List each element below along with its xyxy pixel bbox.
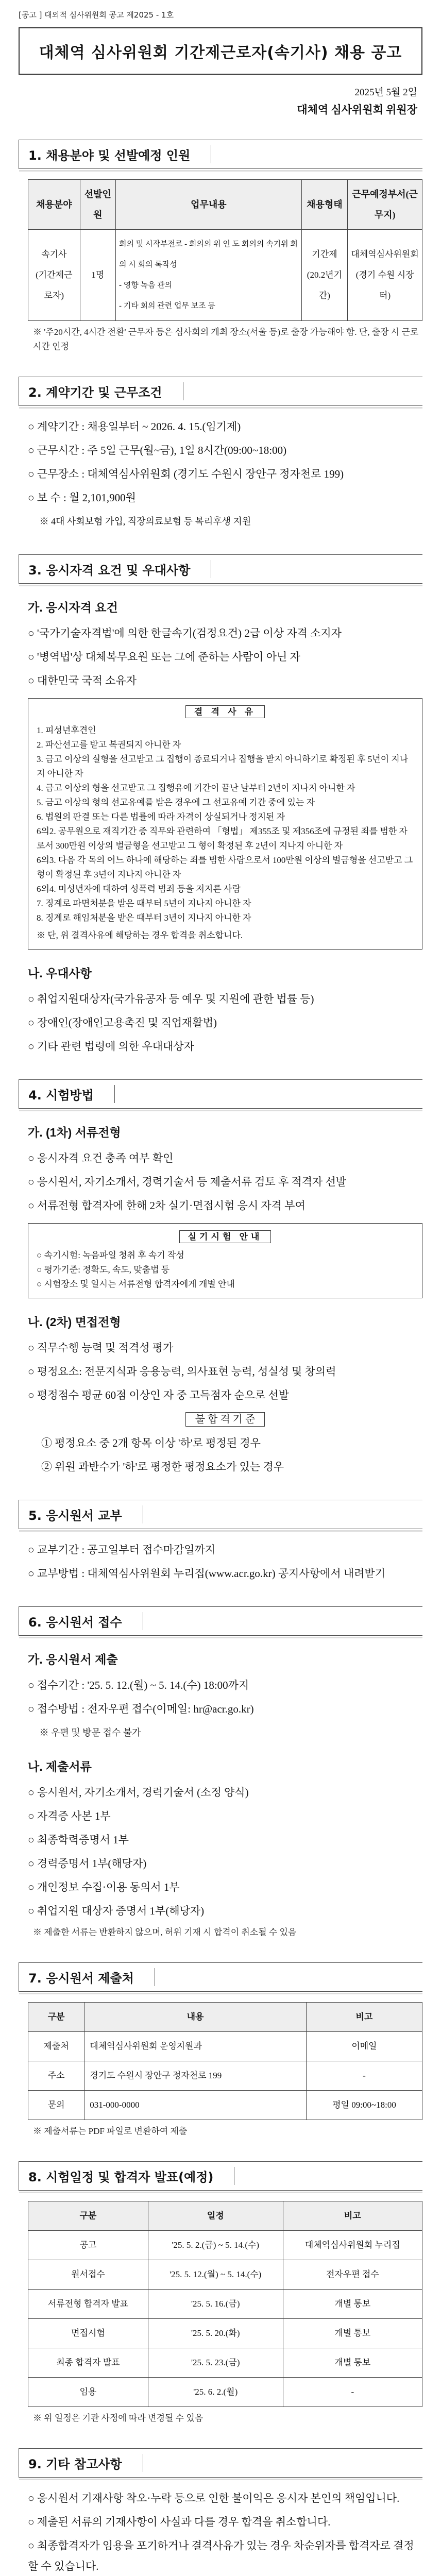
box-title: 결 격 사 유 <box>185 705 265 718</box>
section-6 <box>19 1606 422 1940</box>
list-item: ○ '병역법'상 대체복무요원 또는 그에 준하는 사람이 아닌 자 <box>28 651 300 663</box>
table-row <box>28 2091 422 2120</box>
list-item: ○ 응시원서 기재사항 착오·누락 등으로 인한 불이익은 응시자 본인의 책임입니다. <box>28 2492 400 2504</box>
section-9 <box>19 2448 422 2576</box>
list-item: ※ 4대 사회보험 가입, 직장의료보험 등 복리후생 지원 <box>28 516 251 527</box>
section-note: ※ 위 일정은 기관 사정에 따라 변경될 수 있음 <box>33 2413 203 2423</box>
table-row <box>28 2290 422 2319</box>
list-item: ○ 장애인(장애인고용촉진 및 직업재활법) <box>28 1016 217 1029</box>
table-cell: 대체역심사위원회 누리집 <box>283 2231 422 2260</box>
table-row <box>28 2032 422 2061</box>
list-item: ○ 취업지원대상자(국가유공자 등 예우 및 지원에 관한 법률 등) <box>28 993 314 1005</box>
table-row <box>28 2231 422 2260</box>
list-item: 7. 징계로 파면처분을 받은 때부터 5년이 지나지 아니한 자 <box>37 899 251 908</box>
list-item: ○ 기타 관련 법령에 의한 우대대상자 <box>28 1040 194 1053</box>
subsection-title: 나. 제출서류 <box>28 1760 92 1773</box>
list-item: ○ 교부기간 : 공고일부터 접수마감일까지 <box>28 1544 216 1556</box>
section-heading: 1. 채용분야 및 선발예정 인원 <box>19 140 422 169</box>
list-item: ○ 응시자격 요건 충족 여부 확인 <box>28 1152 174 1164</box>
table-row <box>28 2260 422 2290</box>
section-2 <box>19 377 422 532</box>
disqualification-box <box>28 698 422 950</box>
list-item: ※ 우편 및 방문 접수 불가 <box>28 1727 141 1738</box>
section-note: ※ '주20시간, 4시간 전환' 근무자 등은 심사회의 개최 장소(서울 등)로 출장 가능해야 함. 단, 출장 시 근로시간 인정 <box>33 327 419 351</box>
table-cell: 원서접수 <box>28 2260 148 2290</box>
list-item: 2. 파산선고를 받고 복권되지 아니한 자 <box>37 740 181 750</box>
table-cell: 031-000-0000 <box>84 2091 307 2120</box>
table-cell: 속기사 (기간제근로자) <box>28 230 80 321</box>
table-cell: 대체역심사위원회 운영지원과 <box>84 2032 307 2061</box>
table-row <box>28 2061 422 2091</box>
table-header: 근무예정부서(근무지) <box>348 180 422 230</box>
section-heading: 9. 기타 참고사항 <box>19 2448 422 2478</box>
list-item: ○ 최종학력증명서 1부 <box>28 1834 129 1846</box>
list-item: ○ 서류전형 합격자에 한해 2차 실기·면접시험 응시 자격 부여 <box>28 1199 306 1212</box>
table-cell: 면접시험 <box>28 2319 148 2348</box>
table-row <box>28 2319 422 2348</box>
table-header: 선발인원 <box>80 180 115 230</box>
section-1 <box>19 140 422 354</box>
list-item: ○ 접수방법 : 전자우편 접수(이메일: hr@acr.go.kr) <box>28 1703 254 1715</box>
subsection-title: 나. (2차) 면접전형 <box>28 1315 121 1329</box>
table-cell: 문의 <box>28 2091 84 2120</box>
list-item: ○ 근무장소 : 대체역심사위원회 (경기도 수원시 장안구 정자천로 199) <box>28 468 344 480</box>
section-heading: 5. 응시원서 교부 <box>19 1500 422 1529</box>
table-cell: 1명 <box>80 230 115 321</box>
list-item: ○ 제출된 서류의 기재사항이 사실과 다를 경우 합격을 취소합니다. <box>28 2516 331 2528</box>
table-cell: 제출처 <box>28 2032 84 2061</box>
list-item: ○ 직무수행 능력 및 적격성 평가 <box>28 1342 174 1354</box>
list-item: ○ 계약기간 : 채용일부터 ~ 2026. 4. 15.(임기제) <box>28 420 241 433</box>
table-cell: 최종 합격자 발표 <box>28 2348 148 2378</box>
table-header: 내용 <box>84 2003 307 2032</box>
submission-table <box>28 2002 422 2120</box>
list-item: 6의3. 다음 각 목의 어느 하나에 해당하는 죄를 범한 사람으로서 100만원 이상의 벌금형을 선고받고 그 형이 확정된 후 3년이 지나지 아니한 자 <box>37 855 413 879</box>
table-cell: '25. 5. 12.(월) ~ 5. 14.(수) <box>148 2260 283 2290</box>
table-cell: 개별 통보 <box>283 2319 422 2348</box>
practical-exam-box <box>28 1223 422 1298</box>
table-header: 구분 <box>28 2003 84 2032</box>
table-cell: '25. 5. 16.(금) <box>148 2290 283 2319</box>
list-item: ○ '국가기술자격법'에 의한 한글속기(검정요건) 2급 이상 자격 소지자 <box>28 627 342 639</box>
list-item: 6의4. 미성년자에 대하여 성폭력 범죄 등을 저지른 사람 <box>37 884 241 894</box>
list-item: ○ 취업지원 대상자 증명서 1부(해당자) <box>28 1905 205 1917</box>
table-header: 구분 <box>28 2201 148 2231</box>
table-cell: 대체역심사위원회 (경기 수원 시장터) <box>348 230 422 321</box>
table-header: 채용분야 <box>28 180 80 230</box>
subsection-title: 가. 응시원서 제출 <box>28 1653 118 1666</box>
table-cell: '25. 5. 2.(금) ~ 5. 14.(수) <box>148 2231 283 2260</box>
table-cell: 서류전형 합격자 발표 <box>28 2290 148 2319</box>
table-header: 비고 <box>306 2003 422 2032</box>
subsection-title: 가. (1차) 서류전형 <box>28 1126 121 1139</box>
table-cell: 주소 <box>28 2061 84 2091</box>
list-item: 6. 법원의 판결 또는 다른 법률에 따라 자격이 상실되거나 정지된 자 <box>37 812 285 822</box>
list-item: ○ 시험장소 및 일시는 서류전형 합격자에게 개별 안내 <box>37 1279 235 1289</box>
table-cell: 개별 통보 <box>283 2290 422 2319</box>
table-cell: 경기도 수원시 장안구 정자천로 199 <box>84 2061 307 2091</box>
list-item: ○ 접수기간 : '25. 5. 12.(월) ~ 5. 14.(수) 18:00까지 <box>28 1679 249 1691</box>
table-header: 일정 <box>148 2201 283 2231</box>
list-item: ○ 응시원서, 자기소개서, 경력기술서 (소정 양식) <box>28 1786 249 1799</box>
table-cell: '25. 5. 23.(금) <box>148 2348 283 2378</box>
table-header: 채용형태 <box>301 180 347 230</box>
list-item: ○ 보 수 : 월 2,101,900원 <box>28 492 136 504</box>
table-header: 비고 <box>283 2201 422 2231</box>
list-item: ② 위원 과반수가 '하'로 평정한 평정요소가 있는 경우 <box>41 1461 284 1473</box>
table-cell: '25. 6. 2.(월) <box>148 2378 283 2407</box>
list-item: ○ 교부방법 : 대체역심사위원회 누리집(www.acr.go.kr) 공지사항에서 내려받기 <box>28 1567 386 1580</box>
table-cell: 임용 <box>28 2378 148 2407</box>
section-note: ※ 제출서류는 PDF 파일로 변환하여 제출 <box>33 2126 188 2136</box>
table-cell: 평일 09:00~18:00 <box>306 2091 422 2120</box>
table-cell: 전자우편 접수 <box>283 2260 422 2290</box>
list-item: 8. 징계로 해임처분을 받은 때부터 3년이 지나지 아니한 자 <box>37 913 251 923</box>
table-row <box>28 2378 422 2407</box>
table-cell: 이메일 <box>306 2032 422 2061</box>
section-7 <box>19 1962 422 2139</box>
list-item: 3. 금고 이상의 실형을 선고받고 그 집행이 종료되거나 집행을 받지 아니하기로 확정된 후 5년이 지나지 아니한 자 <box>37 754 409 778</box>
section-heading: 4. 시험방법 <box>19 1079 422 1109</box>
notice-org: 대체역 심사위원회 위원장 <box>297 104 417 116</box>
section-4 <box>19 1079 422 1477</box>
list-item: ① 평정요소 중 2개 항목 이상 '하'로 평정된 경우 <box>41 1437 261 1449</box>
notice-number: [공고 ] 대외적 심사위원회 공고 제2025 - 1호 <box>19 10 174 20</box>
subsection-title: 나. 우대사항 <box>28 967 92 980</box>
section-heading: 6. 응시원서 접수 <box>19 1606 422 1636</box>
list-item: ○ 최종합격자가 임용을 포기하거나 결격사유가 있는 경우 차순위자를 합격자로 결정할 수 있습니다. <box>28 2539 414 2572</box>
list-item: 1. 피성년후견인 <box>37 725 96 735</box>
table-cell: - <box>283 2378 422 2407</box>
list-item: 6의2. 공무원으로 재직기간 중 직무와 관련하여 「형법」 제355조 및 제356조에 규정된 죄를 범한 자로서 300만원 이상의 벌금형을 선고받고 그 형이 확정된 후 2년이 지나지 아니한 자 <box>37 826 408 851</box>
list-item: ○ 대한민국 국적 소유자 <box>28 674 137 687</box>
table-cell: 개별 통보 <box>283 2348 422 2378</box>
table-cell: 회의 및 시작부전로 - 회의의 위 인 도 회의의 속기위 회의 시 회의 록작성 - 영향 녹음 관의 - 기타 회의 관련 업무 보조 등 <box>116 230 302 321</box>
recruit-table <box>28 179 422 321</box>
section-8 <box>19 2161 422 2426</box>
section-heading: 2. 계약기간 및 근무조건 <box>19 377 422 406</box>
fail-criteria-title: 불 합 격 기 준 <box>185 1412 265 1427</box>
schedule-table <box>28 2201 422 2407</box>
list-item: ○ 개인정보 수집·이용 동의서 1부 <box>28 1881 180 1893</box>
list-item: ○ 평정점수 평균 60점 이상인 자 중 고득점자 순으로 선발 <box>28 1389 289 1401</box>
list-item: ○ 속기시험: 녹음파일 청취 후 속기 작성 <box>37 1250 184 1260</box>
box-note: ※ 단, 위 결격사유에 해당하는 경우 합격을 취소합니다. <box>37 930 243 940</box>
section-3 <box>19 554 422 1057</box>
list-item: ○ 평가기준: 정확도, 속도, 맞춤법 등 <box>37 1265 170 1275</box>
page-title: 대체역 심사위원회 기간제근로자(속기사) 채용 공고 <box>19 27 422 75</box>
section-note: ※ 제출한 서류는 반환하지 않으며, 허위 기재 시 합격이 취소될 수 있음 <box>33 1927 297 1937</box>
subsection-title: 가. 응시자격 요건 <box>28 601 118 614</box>
list-item: ○ 평정요소: 전문지식과 응용능력, 의사표현 능력, 성실성 및 창의력 <box>28 1365 336 1378</box>
table-cell: 공고 <box>28 2231 148 2260</box>
section-heading: 3. 응시자격 요건 및 우대사항 <box>19 554 422 584</box>
list-item: 4. 금고 이상의 형을 선고받고 그 집행유예 기간이 끝난 날부터 2년이 지나지 아니한 자 <box>37 783 355 793</box>
list-item: ○ 근무시간 : 주 5일 근무(월~금), 1일 8시간(09:00~18:00) <box>28 444 287 456</box>
box-title: 실기시험 안내 <box>179 1230 272 1243</box>
list-item: ○ 응시원서, 자기소개서, 경력기술서 등 제출서류 검토 후 적격자 선발 <box>28 1176 347 1188</box>
table-row <box>28 2348 422 2378</box>
list-item: 5. 금고 이상의 형의 선고유예를 받은 경우에 그 선고유예 기간 중에 있는 자 <box>37 798 315 807</box>
table-cell: - <box>306 2061 422 2091</box>
list-item: ○ 자격증 사본 1부 <box>28 1810 111 1822</box>
section-heading: 8. 시험일정 및 합격자 발표(예정) <box>19 2161 422 2191</box>
section-5 <box>19 1500 422 1584</box>
table-cell: 기간제 (20.2년기간) <box>301 230 347 321</box>
section-heading: 7. 응시원서 제출처 <box>19 1962 422 1992</box>
table-header: 업무내용 <box>116 180 302 230</box>
table-cell: '25. 5. 20.(화) <box>148 2319 283 2348</box>
notice-date: 2025년 5월 2일 <box>354 87 417 98</box>
list-item: ○ 경력증명서 1부(해당자) <box>28 1857 147 1870</box>
